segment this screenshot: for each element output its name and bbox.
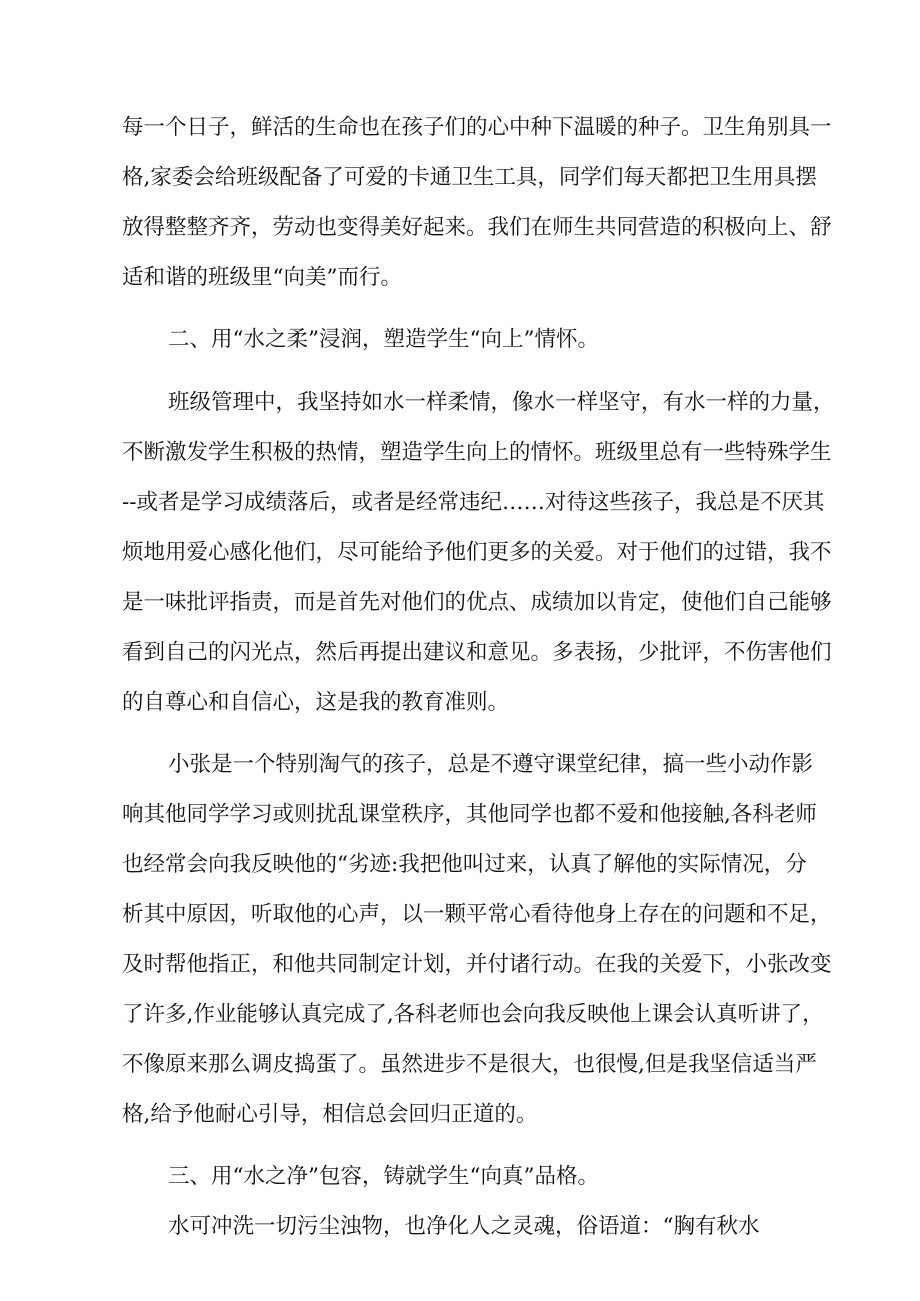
- paragraph-line: 每一个日子，鲜活的生命也在孩子们的心中种下温暖的种子。卫生角别具一: [122, 115, 832, 140]
- paragraph-line: 了许多,作业能够认真完成了,各科老师也会向我反映他上课会认真听讲了，: [122, 1002, 824, 1027]
- paragraph-line: 及时帮他指正，和他共同制定计划，并付诸行动。在我的关爱下，小张改变: [122, 952, 832, 977]
- paragraph-line: 响其他同学学习或则扰乱课堂秩序，其他同学也都不爱和他接触,各科老师: [122, 802, 817, 827]
- paragraph-line: 小张是一个特别淘气的孩子，总是不遵守课堂纪律，搞一些小动作影: [168, 752, 814, 777]
- paragraph-line: 格,家委会给班级配备了可爱的卡通卫生工具，同学们每天都把卫生用具摆: [122, 165, 817, 190]
- paragraph-line: 看到自己的闪光点，然后再提出建议和意见。多表扬，少批评，不伤害他们: [122, 640, 832, 665]
- paragraph-line: 放得整整齐齐，劳动也变得美好起来。我们在师生共同营造的积极向上、舒: [122, 215, 832, 240]
- paragraph-line: 班级管理中，我坚持如水一样柔情，像水一样坚守，有水一样的力量，: [168, 390, 835, 415]
- paragraph-line: 适和谐的班级里“向美”而行。: [122, 265, 402, 290]
- paragraph-line: 水可冲洗一切污尘浊物，也净化人之灵魂，俗语道：“胸有秋水: [168, 1214, 760, 1239]
- section-heading: 三、用“水之净”包容，铸就学生“向真”品格。: [168, 1164, 599, 1189]
- paragraph-line: 烦地用爱心感化他们，尽可能给予他们更多的关爱。对于他们的过错，我不: [122, 540, 832, 565]
- paragraph-line: 格,给予他耐心引导，相信总会回归正道的。: [122, 1102, 538, 1127]
- paragraph-line: 的自尊心和自信心，这是我的教育准则。: [122, 690, 510, 715]
- paragraph-line: 也经常会向我反映他的“劣迹:我把他叫过来，认真了解他的实际情况，分: [122, 852, 807, 877]
- paragraph-line: 不像原来那么调皮捣蛋了。虽然进步不是很大，也很慢,但是我坚信适当严: [122, 1052, 817, 1077]
- paragraph-line: 是一味批评指责，而是首先对他们的优点、成绩加以肯定，使他们自己能够: [122, 590, 832, 615]
- paragraph-line: --或者是学习成绩落后，或者是经常违纪……对待这些孩子，我总是不厌其: [122, 490, 825, 515]
- paragraph-line: 析其中原因，听取他的心声，以一颗平常心看待他身上存在的问题和不足，: [122, 902, 832, 927]
- section-heading: 二、用“水之柔”浸润，塑造学生“向上”情怀。: [168, 327, 599, 352]
- paragraph-line: 不断激发学生积极的热情，塑造学生向上的情怀。班级里总有一些特殊学生: [122, 440, 832, 465]
